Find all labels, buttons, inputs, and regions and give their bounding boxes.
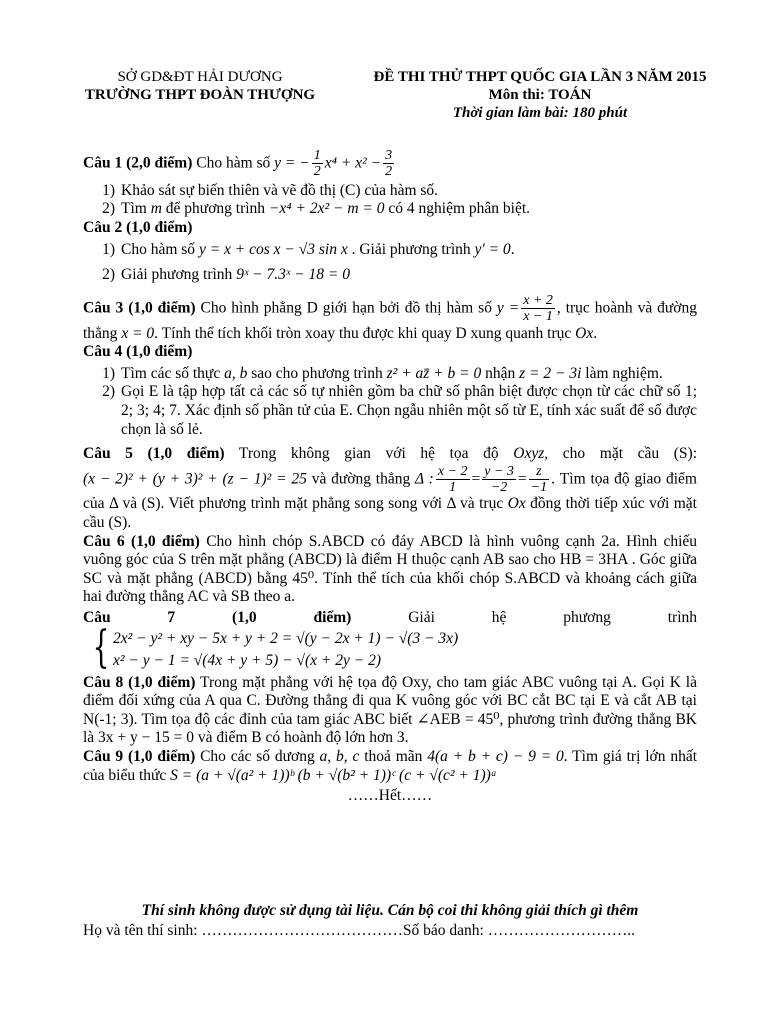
q3-a: Cho hình phẳng D giới hạn bởi đồ thị hàm số [195,299,497,317]
q5-e: đồng thời tiếp xúc với mặt cầu (S). [83,495,697,532]
q7-system [87,621,459,673]
question-3 [83,293,697,343]
q1-eq-mid: x⁴ + x² − [324,154,382,172]
q2-item-1 [83,241,697,260]
q7-brace: { [92,621,110,673]
question-6-heading: Câu 6 (1,0 điểm) [83,532,200,550]
question-1 [83,148,697,180]
question-5: Câu 5 (1,0 điểm) Trong không gian với hệ tọa độ Oxyz, cho mặt cầu (S): (x − 2)² + (y + 3)² + (z − 1)² = 25 và đường thẳng Δ : $\frac{x - 2}{1}$ = $\frac{y - 3}{-2}$ = $\frac{z}{-1}$ . Tìm tọa độ giao điểm của Δ và (S). Viết phương trình mặt phẳng song song với Δ và trục Ox đồng thời tiếp xúc với mặt cầu (S). [83,445,698,532]
q2-i1-eq2: y' = 0 [474,240,511,258]
question-9 [83,748,697,785]
question-8-text: Trong mặt phẳng với hệ tọa độ Oxy, cho tam giác ABC vuông tại A. Gọi K là điểm đối xứng của A qua C. Đường thẳng đi qua K vuông góc với BC cắt BC tại E và cắt AB tại N(-1; 3). Tìm tọa độ các đỉnh của tam giác ABC biết ∠AEB = 45⁰, phương trình đường thẳng BK là 3x + y − 15 = 0 và điểm B có hoành độ lớn hơn 3. [83,673,697,747]
exam-time: Thời gian làm bài: 180 phút [452,105,628,121]
q5-frac-2-num: y − 3 [484,463,514,479]
question-4-heading: Câu 4 (1,0 điểm) [83,343,193,361]
q4-i1-ab: a, b [224,364,248,382]
header-left [60,68,340,104]
q1-i2-a: Tìm [121,200,151,218]
q2-item-1-num: 1) [102,240,115,258]
q3-b: , trục hoành và đường thẳng [83,299,698,342]
q3-eq2: x = 0 [121,324,155,342]
q1-i2-b: để phương trình [161,200,269,218]
q2-i1-eq: y = x + cos x − √3 sin x [198,240,348,258]
q5-frac-2 [482,464,516,496]
q4-item-1-num: 1) [102,364,115,382]
candidate-id-label: Số báo danh: ……………………….. [402,922,635,939]
question-1-lead: Cho hàm số [192,154,275,172]
q2-i1-a: Cho hàm số [121,240,199,258]
q4-item-2-text: Gọi E là tập hợp tất cả các số tự nhiên gồm ba chữ số phân biệt được chọn từ các chữ số 1; 2; 3; 4; 7. Xác định số phần tử của E. Chọn ngẫu nhiên một số từ E, tính xác suất để số được chọn là số lẻ. [121,383,697,438]
q5-d: . Tìm tọa độ giao điểm của Δ và (S). Viết phương trình mặt phẳng song song với Δ và trục [83,470,697,513]
q5-frac-1 [436,464,470,496]
question-6 [83,533,697,607]
q9-c: . Tìm giá trị lớn nhất của biểu thức [83,748,698,784]
q5-ox: Ox [507,495,526,513]
exam-body [83,148,697,806]
q4-i1-a: Tìm các số thực [121,364,225,382]
q7-row-2: x² − y − 1 = √(4x + y + 5) − √(x + 2y − 2) [113,651,382,669]
q9-abc: a, b, c [319,748,360,765]
q5-sphere-eq: (x − 2)² + (y + 3)² + (z − 1)² = 25 [83,470,307,488]
q1-frac-half-num: 1 [313,148,321,163]
question-6-text: Cho hình chóp S.ABCD có đáy ABCD là hình vuông cạnh 2a. Hình chiếu vuông góc của S trên mặt phẳng (ABCD) là điểm H thuộc cạnh AB sao cho HB = 3HA . Góc giữa SC và mặt phẳng (ABCD) bằng 45⁰. Tính thể tích của khối chóp S.ABCD và khoảng cách giữa hai đường thẳng AC và SB theo a. [83,532,698,606]
q5-frac-1-den: 1 [449,480,457,496]
question-7-heading: Câu 7 (1,0 điểm) [83,609,352,627]
q2-i1-c: . [510,240,515,258]
q3-ox: Ox [575,324,594,342]
q9-a: Cho các số dương [195,748,320,765]
q1-i2-m: m [150,200,162,218]
q5-oxyz: Oxyz [513,445,545,463]
q2-i2-eq: 9ˣ − 7.3ˣ − 18 = 0 [236,266,350,284]
question-4 [83,343,697,362]
header-right [340,68,740,122]
q5-c: và đường thẳng [306,470,416,488]
question-8-heading: Câu 8 (1,0 điểm) [83,673,196,691]
question-9-heading: Câu 9 (1,0 điểm) [83,748,196,765]
question-3-heading: Câu 3 (1,0 điểm) [83,299,196,317]
q3-frac-den: x − 1 [523,309,553,325]
question-5-heading: Câu 5 (1,0 điểm) [83,445,225,463]
q4-i1-eq: z² + az̄ + b = 0 [386,364,482,382]
q7-rows [113,628,458,672]
q1-frac-32 [383,148,394,180]
q2-item-1-text [121,241,697,260]
q1-item-2-num: 2) [102,200,115,218]
department-name: SỞ GD&ĐT HẢI DƯƠNG [117,69,283,85]
q5-frac-3-num: z [529,464,549,480]
q4-i1-eq2: z = 2 − 3i [519,364,582,382]
q5-frac-3 [529,464,549,496]
question-8 [83,674,697,748]
q1-frac-half-den: 2 [313,164,321,180]
q9-expr: S = (a + √(a² + 1))ᵇ (b + √(b² + 1))ᶜ (c + √(c² + 1))ᵃ [170,766,497,784]
q2-i2-a: Giải phương trình [121,266,237,284]
candidate-info [83,922,723,941]
q1-item-1-text: Khảo sát sự biến thiên và vẽ đồ thị (C) của hàm số. [121,181,439,199]
exam-subject: Môn thi: TOÁN [488,87,592,103]
exam-title: ĐỀ THI THỬ THPT QUỐC GIA LẦN 3 NĂM 2015 [373,69,707,85]
school-name: TRƯỜNG THPT ĐOÀN THƯỢNG [84,87,316,103]
q1-frac-32-num: 3 [385,148,393,163]
q4-item-2-num: 2) [102,383,115,401]
q3-c: . Tính thể tích khối tròn xoay thu được khi quay D xung quanh trục [154,324,576,342]
q4-item-1 [83,365,697,384]
q5-b: , cho mặt cầu (S): [544,445,698,463]
q3-d: . [593,324,598,342]
q4-item-2 [83,383,697,439]
q2-i1-b: . Giải phương trình [347,240,475,258]
exam-note: Thí sinh không được sử dụng tài liệu. Cán bộ coi thi không giải thích gì thêm [141,902,639,919]
q1-item-2 [83,200,697,219]
q3-eq-pre: y = [496,299,520,317]
q5-delta: Δ : [415,470,434,488]
q1-frac-32-den: 2 [385,164,393,180]
q4-i1-b: sao cho phương trình [247,364,387,382]
q9-eq: 4(a + b + c) − 9 = 0 [427,748,564,765]
q1-frac-half [312,148,323,180]
question-1-heading: Câu 1 (2,0 điểm) [83,154,193,172]
q1-item-2-text [121,200,697,219]
q5-frac-2-den: −2 [490,480,508,496]
candidate-name-label: Họ và tên thí sinh: ………………………………… [83,922,403,939]
end-marker: ……Hết…… [347,787,433,805]
q7-a: Giải hệ phương trình [351,609,698,627]
q5-frac-1-num: x − 2 [437,463,468,479]
q4-item-1-text [121,365,697,384]
q2-item-2 [83,266,697,285]
q1-i2-eq: −x⁴ + 2x² − m = 0 [268,200,385,218]
q2-item-2-num: 2) [102,266,115,284]
q5-a: Trong không gian với hệ tọa độ [224,445,514,463]
q2-item-2-text [121,266,697,285]
q1-item-1-num: 1) [102,181,115,199]
q4-i1-d: làm nghiệm. [581,364,663,382]
q7-row-1: 2x² − y² + xy − 5x + y + 2 = √(y − 2x + 1) − √(3 − 3x) [113,629,459,647]
question-2-heading: Câu 2 (1,0 điểm) [83,218,193,236]
question-2 [83,219,697,238]
question-7 [83,609,697,672]
q5-frac-3-den: −1 [530,480,548,496]
q4-i1-c: nhận [481,364,520,382]
q9-b: thoả mãn [359,748,428,765]
q1-i2-c: có 4 nghiệm phân biệt. [384,200,531,218]
q3-frac-num: x + 2 [523,292,553,308]
q1-eq-pre: y = − [274,154,310,172]
q3-frac [521,293,555,325]
q1-item-1 [83,182,697,201]
